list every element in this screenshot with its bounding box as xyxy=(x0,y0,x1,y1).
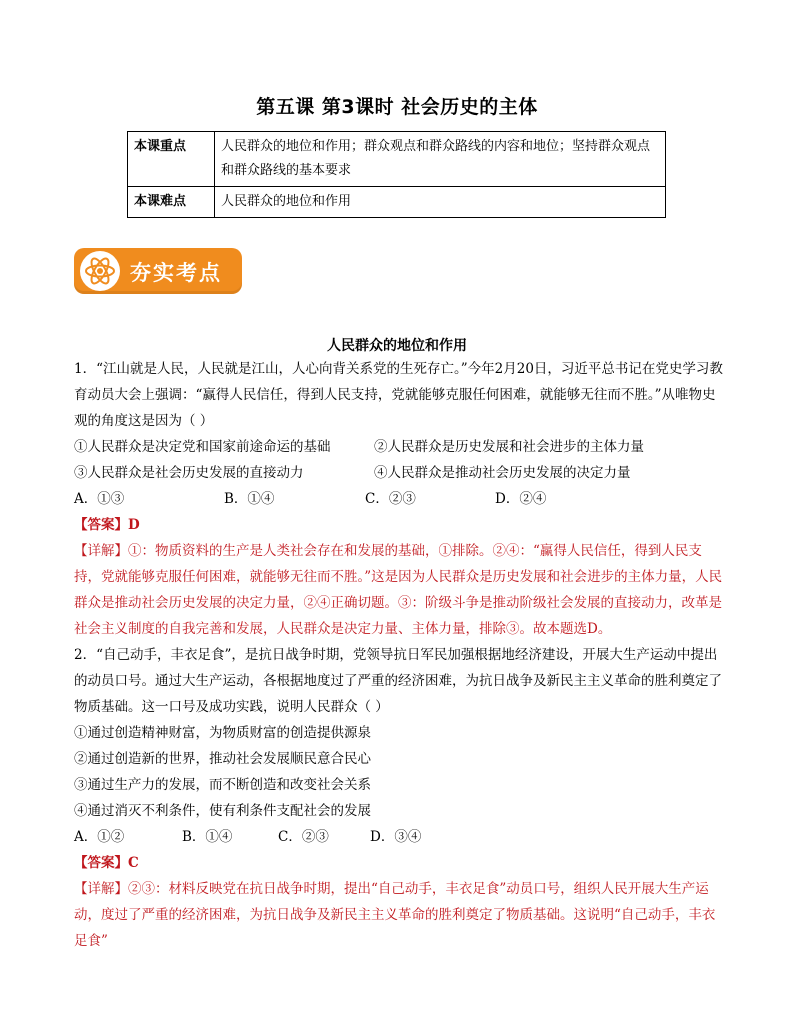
table-head-difficult-points: 本课难点 xyxy=(128,187,215,218)
choice-d: D．③④ xyxy=(370,829,422,845)
section-title: 人民群众的地位和作用 xyxy=(327,338,467,354)
question-1-options-row1 xyxy=(74,434,724,460)
option-3: ③人民群众是社会历史发展的直接动力 xyxy=(74,465,304,481)
lesson-info-table xyxy=(127,131,666,218)
option-1: ①通过创造精神财富，为物质财富的创造提供源泉 xyxy=(74,725,371,741)
question-2-choices xyxy=(74,824,724,850)
question-2-explanation: 【详解】②③：材料反映党在抗日战争时期，提出“自己动手，丰衣足食”动员口号，组织人民开展大生产运动，度过了严重的经济困难，为抗日战争及新民主主义革命的胜利奠定了物质基础。这说明“自己动手，丰衣足食” xyxy=(74,881,716,949)
table-head-key-points: 本课重点 xyxy=(128,132,215,187)
choice-c: C．②③ xyxy=(278,829,329,845)
option-2: ②人民群众是历史发展和社会进步的主体力量 xyxy=(374,439,644,455)
question-1-explanation: 【详解】①：物质资料的生产是人类社会存在和发展的基础，①排除。②④：“赢得人民信任，得到人民支持，党就能够克服任何困难，就能够无往而不胜。”这是因为人民群众是历史发展和社会进步的主体力量，人民群众是推动社会历史发展的决定力量，②④正确切题。③：阶级斗争是推动阶级社会发展的直接动力，改革是社会主义制度的自我完善和发展，人民群众是决定力量、主体力量，排除③。故本题选D。 xyxy=(74,543,723,637)
question-1-options-row2 xyxy=(74,460,724,486)
choice-b: B．①④ xyxy=(182,829,233,845)
table-cell-difficult-points: 人民群众的地位和作用 xyxy=(215,187,666,218)
option-1: ①人民群众是决定党和国家前途命运的基础 xyxy=(74,439,331,455)
choice-c: C．②③ xyxy=(365,491,416,507)
question-1-stem: 1．“江山就是人民，人民就是江山，人心向背关系党的生死存亡。”今年2月20日，习近平总书记在党史学习教育动员大会上强调：“赢得人民信任，得到人民支持，党就能够克服任何困难，就能够无往而不胜。”从唯物史观的角度这是因为（ ） xyxy=(74,361,723,429)
section-banner xyxy=(74,248,242,294)
choice-a: A．①② xyxy=(74,829,125,845)
choice-a: A．①③ xyxy=(74,491,125,507)
option-2: ②通过创造新的世界，推动社会发展顺民意合民心 xyxy=(74,751,371,767)
question-2-answer: 【答案】C xyxy=(74,855,139,871)
choice-d: D．②④ xyxy=(495,491,547,507)
table-cell-key-points: 人民群众的地位和作用；群众观点和群众路线的内容和地位；坚持群众观点和群众路线的基本要求 xyxy=(215,132,666,187)
table-row xyxy=(128,132,666,187)
question-list xyxy=(74,356,724,954)
option-3: ③通过生产力的发展，而不断创造和改变社会关系 xyxy=(74,777,371,793)
choice-b: B．①④ xyxy=(224,491,275,507)
question-1-choices xyxy=(74,486,724,512)
atom-icon xyxy=(80,251,120,291)
question-2-stem: 2．“自己动手，丰衣足食”，是抗日战争时期，党领导抗日军民加强根据地经济建设，开展大生产运动中提出的动员口号。通过大生产运动，各根据地度过了严重的经济困难，为抗日战争及新民主主义革命的胜利奠定了物质基础。这一口号及成功实践，说明人民群众（ ） xyxy=(74,647,722,715)
question-1-answer: 【答案】D xyxy=(74,517,140,533)
banner-label: 夯实考点 xyxy=(130,260,222,285)
page-title: 第五课 第3课时 社会历史的主体 xyxy=(256,96,538,118)
option-4: ④人民群众是推动社会历史发展的决定力量 xyxy=(374,465,631,481)
option-4: ④通过消灭不利条件，使有利条件支配社会的发展 xyxy=(74,803,371,819)
table-row xyxy=(128,187,666,218)
